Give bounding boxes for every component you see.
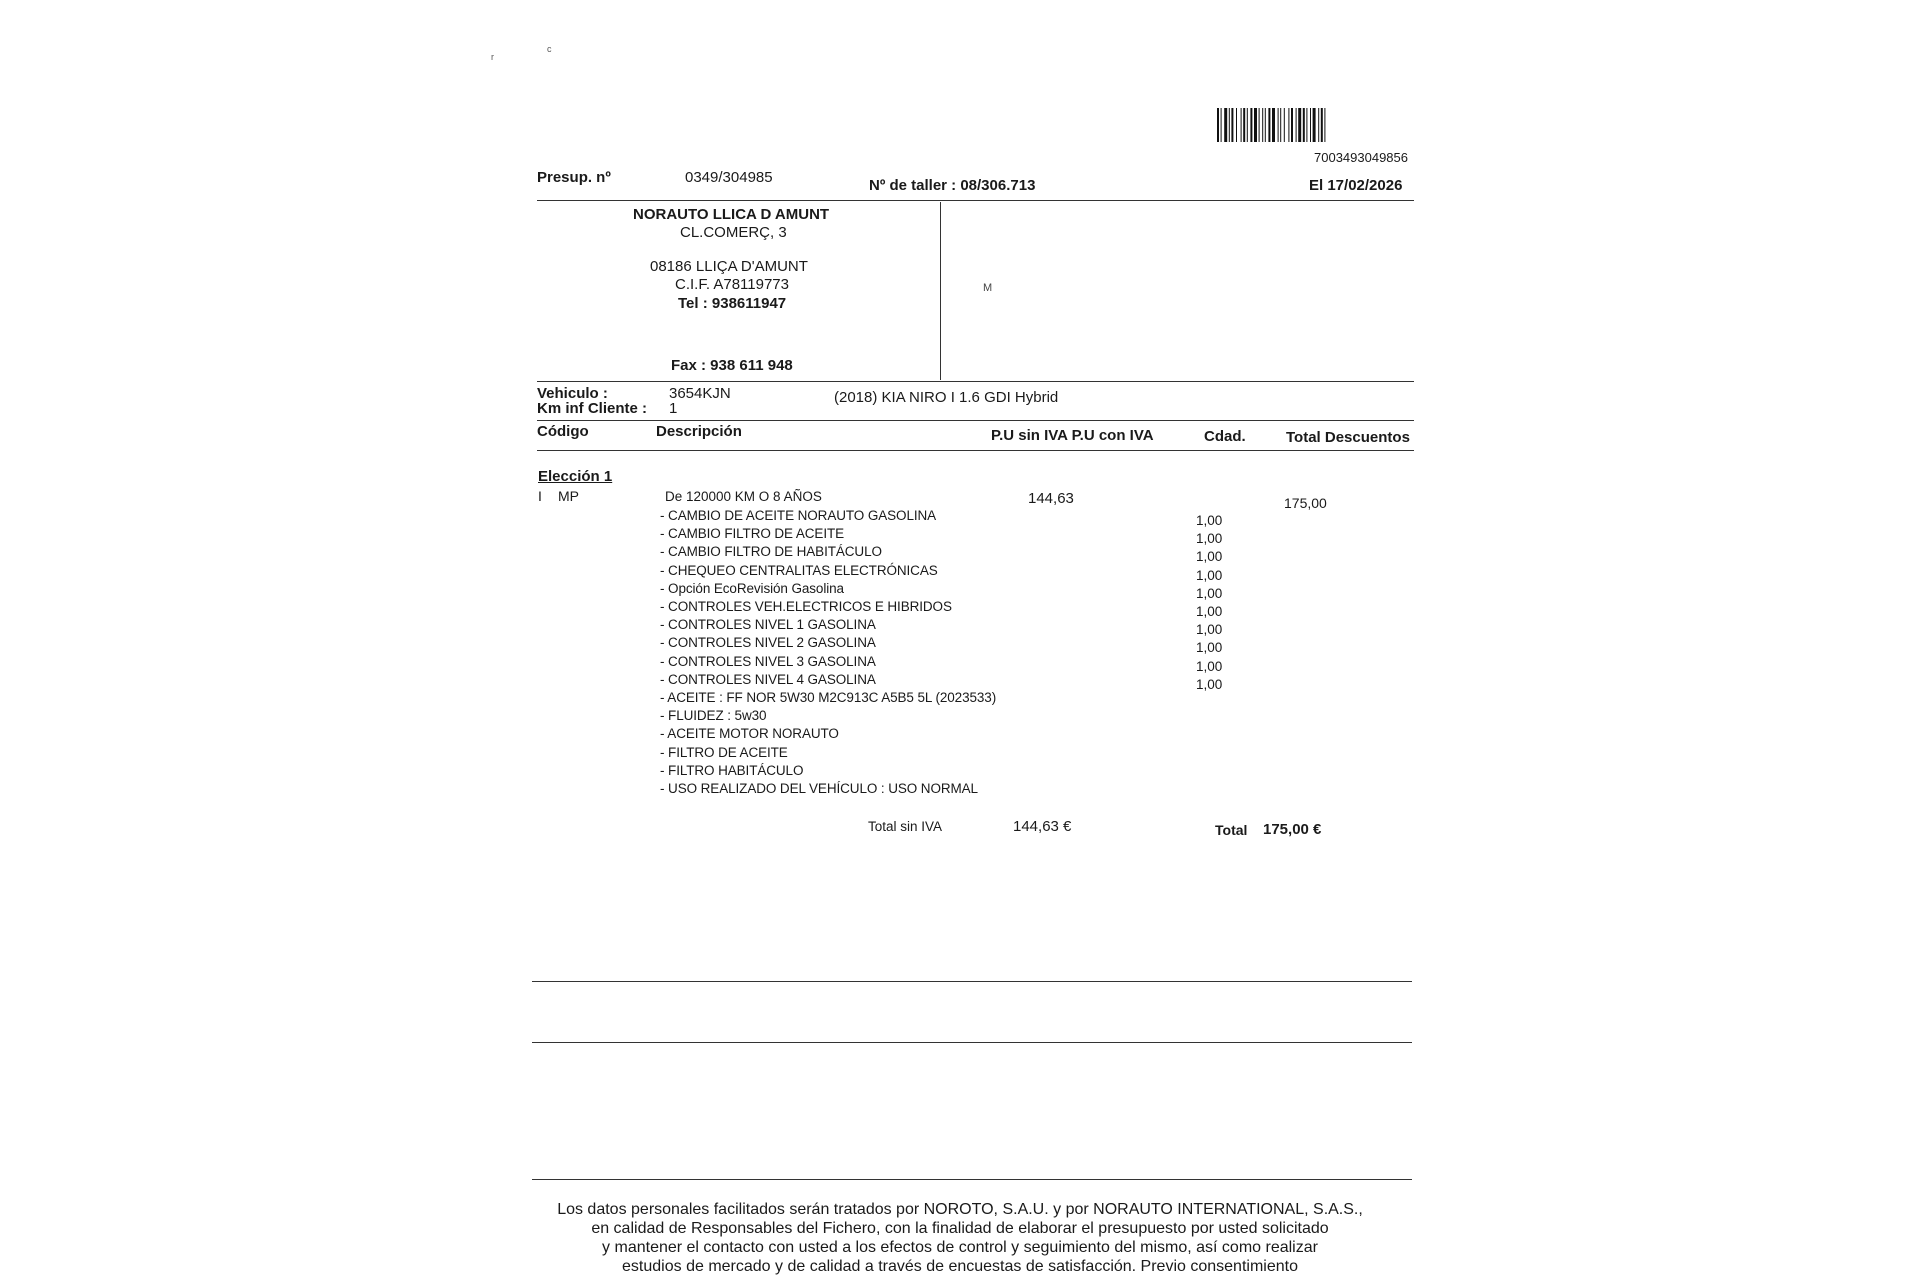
barcode-bar [1254, 108, 1257, 142]
document-date: El 17/02/2026 [1309, 177, 1403, 194]
election-title: Elección 1 [538, 468, 613, 485]
workshop-city: 08186 LLIÇA D'AMUNT [650, 258, 808, 275]
client-box-divider [940, 202, 941, 380]
col-header-descripcion: Descripción [656, 423, 742, 440]
election-line-description: - CONTROLES VEH.ELECTRICOS E HIBRIDOS [660, 599, 952, 614]
presup-label: Presup. nº [537, 169, 611, 186]
notes-line [532, 981, 1412, 982]
barcode-bar [1243, 108, 1245, 142]
workshop-address: CL.COMERÇ, 3 [680, 224, 787, 241]
election-line-quantity: 1,00 [1196, 604, 1223, 619]
barcode-bar [1268, 108, 1270, 142]
barcode-bar [1306, 108, 1307, 142]
scan-mark: c [547, 44, 552, 54]
total-value: 175,00 € [1263, 821, 1322, 838]
col-header-quantity: Cdad. [1204, 428, 1246, 445]
barcode-image [1217, 108, 1408, 142]
item-code: MP [558, 488, 579, 504]
barcode-bar [1296, 108, 1297, 142]
barcode-bar [1321, 108, 1323, 142]
vehicle-label: Vehiculo : [537, 385, 608, 402]
privacy-notice-line: en calidad de Responsables del Fichero, con la finalidad de elaborar el presupuesto por usted solicitado [591, 1220, 1329, 1237]
election-line-quantity: 1,00 [1196, 531, 1223, 546]
barcode-bar [1298, 108, 1301, 142]
election-line-description: - Opción EcoRevisión Gasolina [660, 581, 844, 596]
client-box-mark: M [983, 282, 993, 294]
election-line-description: - FILTRO DE ACEITE [660, 745, 788, 760]
workshop-name: NORAUTO LLICA D AMUNT [633, 206, 830, 223]
workshop-cif: C.I.F. A78119773 [675, 276, 789, 293]
election-line-description: - ACEITE : FF NOR 5W30 M2C913C A5B5 5L (2023533) [660, 690, 997, 705]
item-code-prefix: I [538, 488, 542, 504]
election-line-description: - CONTROLES NIVEL 1 GASOLINA [660, 617, 876, 632]
barcode-bar [1291, 108, 1293, 142]
barcode-bar [1284, 108, 1285, 142]
col-header-total: Total Descuentos [1286, 429, 1410, 446]
barcode-bar [1310, 108, 1311, 142]
barcode-bar [1265, 108, 1266, 142]
vehicle-divider [537, 420, 1414, 421]
workshop-fax: Fax : 938 611 948 [671, 357, 793, 374]
item-unit-price: 144,63 [1028, 490, 1074, 507]
barcode-bar [1247, 108, 1248, 142]
notes-line [532, 1042, 1412, 1043]
scan-mark: r [491, 52, 494, 62]
presup-number: 0349/304985 [685, 169, 773, 186]
col-header-unit-price: P.U sin IVA P.U con IVA [991, 427, 1154, 444]
total-sin-iva-value: 144,63 € [1013, 818, 1072, 835]
election-line-description: - CHEQUEO CENTRALITAS ELECTRÓNICAS [660, 563, 938, 578]
workshop-tel: Tel : 938611947 [678, 295, 787, 312]
vehicle-plate: 3654KJN [669, 385, 731, 402]
barcode-bar [1278, 108, 1279, 142]
election-line-description: - CAMBIO FILTRO DE HABITÁCULO [660, 544, 882, 559]
barcode-number: 7003493049856 [1314, 150, 1408, 165]
election-line-description: - USO REALIZADO DEL VEHÍCULO : USO NORMAL [660, 781, 978, 796]
election-line-quantity: 1,00 [1196, 640, 1223, 655]
election-line-description: - CONTROLES NIVEL 3 GASOLINA [660, 654, 876, 669]
barcode-bar [1250, 108, 1252, 142]
election-line-description: - CONTROLES NIVEL 4 GASOLINA [660, 672, 876, 687]
km-label: Km inf Cliente : [537, 400, 648, 417]
barcode-bar [1272, 108, 1275, 142]
address-divider [537, 381, 1414, 382]
barcode-bar [1318, 108, 1319, 142]
barcode-bar [1280, 108, 1281, 142]
barcode-bar [1288, 108, 1289, 142]
election-line-quantity: 1,00 [1196, 568, 1223, 583]
privacy-notice-line: estudios de mercado y de calidad a través de encuestas de satisfacción. Previo consentimiento [622, 1258, 1298, 1275]
barcode-bar [1313, 108, 1316, 142]
barcode-bar [1303, 108, 1305, 142]
barcode-bar [1259, 108, 1260, 142]
election-line-description: - ACEITE MOTOR NORAUTO [660, 726, 839, 741]
election-line-description: - FLUIDEZ : 5w30 [660, 708, 767, 723]
barcode-bar [1236, 108, 1237, 142]
total-sin-iva-label: Total sin IVA [868, 819, 943, 834]
taller-number: Nº de taller : 08/306.713 [869, 177, 1036, 194]
privacy-notice-line: Los datos personales facilitados serán tratados por NOROTO, S.A.U. y por NORAUTO INTERNATIONAL, S.A.S., [557, 1201, 1363, 1218]
barcode-bar [1324, 108, 1325, 142]
election-line-quantity: 1,00 [1196, 549, 1223, 564]
item-main-description: De 120000 KM O 8 AÑOS [665, 489, 822, 504]
barcode-bar [1217, 108, 1219, 142]
barcode-bar [1262, 108, 1263, 142]
election-line-description: - CAMBIO DE ACEITE NORAUTO GASOLINA [660, 508, 937, 523]
km-value: 1 [669, 400, 678, 417]
table-header-divider [537, 450, 1414, 451]
privacy-notice-line: y mantener el contacto con usted a los efectos de control y seguimiento del mismo, así como realizar [602, 1239, 1318, 1256]
barcode-bar [1231, 108, 1233, 142]
election-line-quantity: 1,00 [1196, 659, 1223, 674]
barcode-bar [1221, 108, 1222, 142]
item-total: 175,00 [1284, 495, 1327, 511]
election-line-description: - CAMBIO FILTRO DE ACEITE [660, 526, 845, 541]
election-line-quantity: 1,00 [1196, 622, 1223, 637]
barcode-bar [1241, 108, 1242, 142]
election-line-quantity: 1,00 [1196, 677, 1223, 692]
privacy-notice [540, 1200, 1380, 1276]
vehicle-model: (2018) KIA NIRO I 1.6 GDI Hybrid [834, 389, 1059, 406]
col-header-codigo: Código [537, 423, 589, 440]
total-label: Total [1215, 822, 1248, 838]
election-line-description: - CONTROLES NIVEL 2 GASOLINA [660, 635, 876, 650]
header-divider [537, 200, 1414, 201]
election-line-description: - FILTRO HABITÁCULO [660, 763, 804, 778]
barcode-bar [1224, 108, 1227, 142]
notes-line [532, 1179, 1412, 1180]
election-line-quantity: 1,00 [1196, 513, 1223, 528]
barcode-bar [1229, 108, 1230, 142]
election-line-quantity: 1,00 [1196, 586, 1223, 601]
